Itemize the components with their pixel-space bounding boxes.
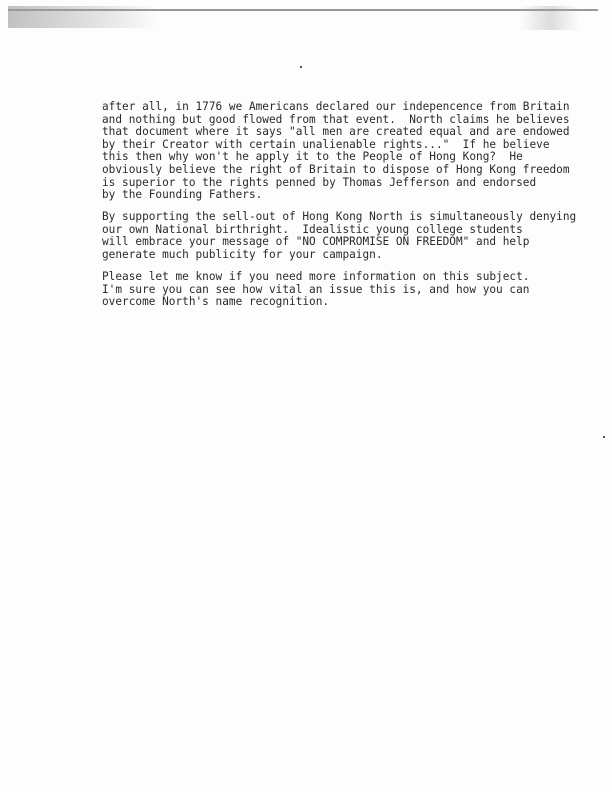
text-line: by their Creator with certain unalienable rights..." If he believe: [102, 137, 550, 151]
paragraph-1: [102, 100, 570, 202]
text-line: generate much publicity for your campaign.: [102, 247, 383, 261]
text-line: overcome North's name recognition.: [102, 295, 330, 309]
text-line: By supporting the sell-out of Hong Kong North is simultaneously denying: [102, 210, 577, 223]
text-line: and nothing but good flowed from that event. North claims he believes: [102, 112, 570, 126]
text-line: after all, in 1776 we Americans declared our indepencence from Britain: [102, 100, 570, 113]
scan-top-line: [8, 9, 598, 11]
text-line: is superior to the rights penned by Thomas Jefferson and endorsed: [102, 175, 537, 189]
text-line: our own National birthright. Idealistic young college students: [102, 222, 523, 236]
text-line: I'm sure you can see how vital an issue this is, and how you can: [102, 282, 530, 296]
scan-smudge-right: [520, 6, 580, 30]
scan-speck: [300, 66, 302, 68]
paragraph-3: [102, 271, 554, 309]
text-line: Please let me know if you need more information on this subject.: [102, 270, 530, 283]
text-line: that document where it says "all men are created equal and are endowed: [102, 125, 570, 139]
scan-edge-artifact: [0, 6, 612, 20]
text-line: by the Founding Fathers.: [102, 188, 263, 202]
scan-speck: [603, 436, 605, 438]
text-line: will embrace your message of "NO COMPROMISE ON FREEDOM" and help: [102, 235, 530, 249]
text-line: obviously believe the right of Britain to dispose of Hong Kong freedom: [102, 162, 570, 176]
text-line: this then why won't he apply it to the People of Hong Kong? He: [102, 150, 523, 164]
paragraph-2: [102, 210, 577, 261]
